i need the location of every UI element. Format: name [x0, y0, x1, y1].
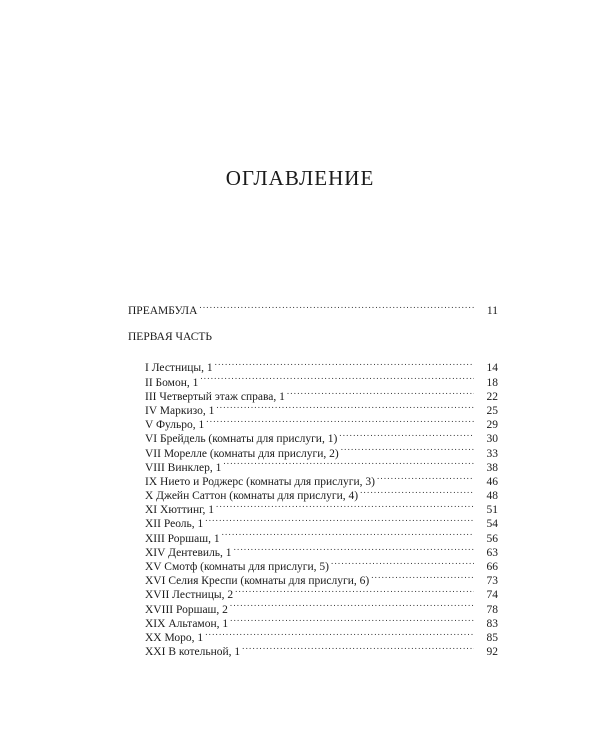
toc-entry-page: 33 — [486, 447, 498, 460]
toc-entry-label: XIX Альтамон, 1 — [145, 617, 229, 630]
dot-leader — [215, 357, 474, 371]
toc-entry-label: XVII Лестницы, 2 — [145, 589, 234, 602]
dot-leader — [242, 641, 474, 655]
toc-entry-label: X Джейн Саттон (комнаты для прислуги, 4) — [145, 490, 359, 503]
toc-entry-page: 11 — [486, 305, 498, 318]
toc-entry-label: XIV Дентевиль, 1 — [145, 546, 232, 559]
dot-leader — [216, 499, 474, 513]
toc-entry-label: XXI В котельной, 1 — [145, 646, 241, 659]
dot-leader — [223, 457, 474, 471]
toc-entry-label: XV Смотф (комнаты для прислуги, 5) — [145, 561, 330, 573]
dot-leader — [200, 371, 474, 385]
page-title: ОГЛАВЛЕНИЕ — [225, 166, 375, 190]
dot-leader — [205, 627, 474, 641]
toc-entry-page: 22 — [486, 390, 498, 403]
toc-entry-label: II Бомон, 1 — [145, 376, 199, 389]
dot-leader — [230, 613, 474, 627]
dot-leader — [377, 471, 474, 485]
dot-leader — [216, 400, 474, 414]
dot-leader — [371, 570, 474, 584]
toc-entry-label: IV Маркизо, 1 — [145, 404, 215, 417]
toc-entry-page: 92 — [486, 646, 498, 659]
dot-leader — [206, 414, 474, 428]
toc-entry-page: 18 — [486, 376, 498, 389]
toc-entry-page: 66 — [486, 561, 498, 573]
dot-leader — [331, 556, 474, 570]
toc-entry-page: 25 — [486, 404, 498, 417]
toc-entry-page: 14 — [486, 362, 498, 375]
toc-entry-label: XX Моро, 1 — [145, 631, 204, 644]
toc-entry-page: 29 — [486, 419, 498, 432]
table-of-contents — [128, 300, 498, 659]
toc-entry-page: 73 — [486, 575, 498, 588]
toc-entry-page: 56 — [486, 532, 498, 545]
toc-entry-label: XVIII Роршаш, 2 — [145, 603, 228, 616]
dot-leader — [234, 542, 474, 556]
toc-entry-page: 48 — [486, 490, 498, 503]
dot-leader — [222, 527, 474, 541]
dot-leader — [230, 598, 474, 612]
toc-entry-label: V Фульро, 1 — [145, 419, 205, 432]
part-heading: ПЕРВАЯ ЧАСТЬ — [128, 331, 213, 344]
toc-entry-page: 85 — [486, 631, 498, 644]
toc-entry-page: 63 — [486, 546, 498, 559]
toc-entry-label: III Четвертый этаж справа, 1 — [145, 390, 285, 403]
dot-leader — [341, 442, 474, 456]
toc-entry-page: 83 — [486, 617, 498, 630]
toc-entry-label: ПРЕАМБУЛА — [128, 305, 198, 318]
toc-entry-label: I Лестницы, 1 — [145, 362, 213, 375]
chapter-list — [128, 357, 498, 659]
toc-entry-page: 46 — [486, 475, 498, 488]
toc-entry-page: 51 — [486, 504, 498, 517]
toc-entry-page: 54 — [486, 518, 498, 531]
toc-entry-page: 30 — [486, 433, 498, 446]
toc-entry-label: XVI Селия Креспи (комнаты для прислуги, 6) — [145, 575, 370, 588]
toc-entry-label: VI Брейдель (комнаты для прислуги, 1) — [145, 433, 338, 446]
dot-leader — [205, 513, 474, 527]
dot-leader — [287, 386, 474, 400]
toc-entry-preamble — [128, 300, 498, 318]
toc-entry-label: VIII Винклер, 1 — [145, 461, 222, 474]
toc-entry-label: IX Нието и Роджерс (комнаты для прислуги, 3) — [145, 475, 375, 488]
toc-entry-label: VII Морелле (комнаты для прислуги, 2) — [145, 447, 339, 460]
dot-leader — [339, 428, 474, 442]
toc-entry-page: 78 — [486, 603, 498, 616]
dot-leader — [235, 584, 474, 598]
toc-entry-page: 38 — [486, 461, 498, 474]
dot-leader — [360, 485, 474, 499]
toc-entry-label: XI Хюттинг, 1 — [145, 504, 215, 517]
toc-entry-label: XIII Роршаш, 1 — [145, 532, 220, 545]
toc-entry-page: 74 — [486, 589, 498, 602]
toc-entry — [145, 357, 498, 375]
dot-leader — [199, 300, 474, 314]
toc-entry-label: XII Реоль, 1 — [145, 518, 204, 531]
